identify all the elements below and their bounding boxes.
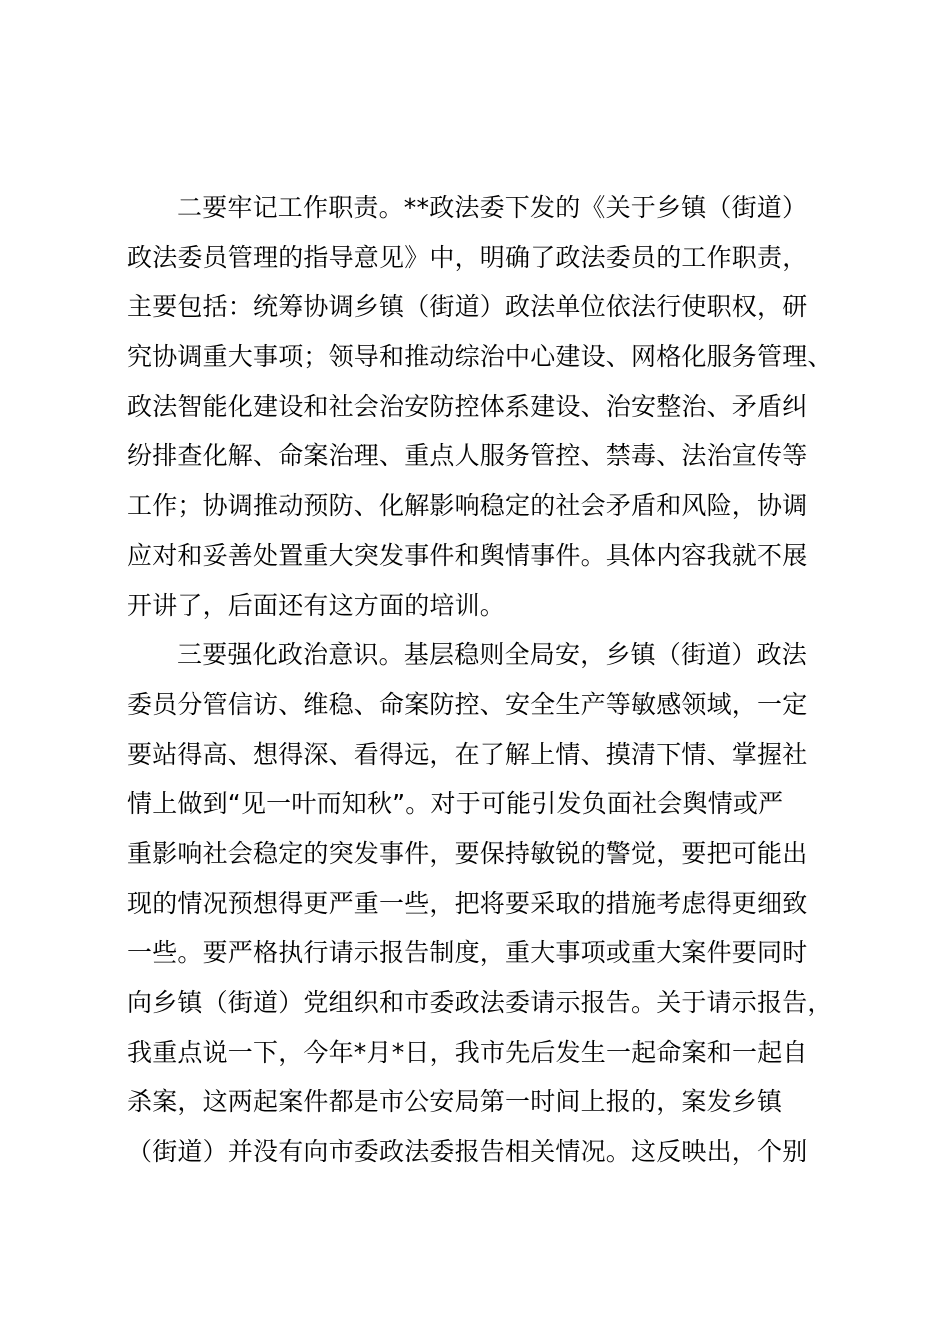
paragraph-2-line-8: 应对和妥善处置重大突发事件和舆情事件。具体内容我就不展 — [127, 540, 808, 570]
paragraph-2-line-5: 政法智能化建设和社会治安防控体系建设、治安整治、矛盾纠 — [127, 391, 808, 421]
paragraph-3-line-7: 一些。要严格执行请示报告制度，重大事项或重大案件要同时 — [127, 938, 808, 968]
paragraph-3-line-8: 向乡镇（街道）党组织和市委政法委请示报告。关于请示报告， — [127, 988, 833, 1017]
paragraph-2-line-3: 主要包括：统筹协调乡镇（街道）政法单位依法行使职权，研 — [127, 292, 808, 322]
paragraph-3-line-3: 要站得高、想得深、看得远，在了解上情、摸清下情、掌握社 — [127, 739, 808, 769]
paragraph-2-line-9: 开讲了，后面还有这方面的培训。 — [127, 590, 506, 620]
paragraph-3-line-10: 杀案，这两起案件都是市公安局第一时间上报的，案发乡镇 — [127, 1087, 783, 1117]
paragraph-3-line-1: 三要强化政治意识。基层稳则全局安，乡镇（街道）政法 — [177, 640, 808, 670]
document-body — [127, 183, 847, 1177]
paragraph-2-line-7: 工作；协调推动预防、化解影响稳定的社会矛盾和风险，协调 — [127, 491, 808, 521]
paragraph-3-line-5: 重影响社会稳定的突发事件，要保持敏锐的警觉，要把可能出 — [127, 838, 808, 868]
paragraph-3-line-2: 委员分管信访、维稳、命案防控、安全生产等敏感领域，一定 — [127, 689, 808, 719]
paragraph-3-line-11: （街道）并没有向市委政法委报告相关情况。这反映出，个别 — [127, 1137, 808, 1167]
paragraph-3-line-4: 情上做到“见一叶而知秋”。对于可能引发负面社会舆情或严 — [127, 789, 784, 819]
paragraph-2-line-4: 究协调重大事项；领导和推动综治中心建设、网格化服务管理、 — [127, 342, 833, 372]
paragraph-3-line-6: 现的情况预想得更严重一些，把将要采取的措施考虑得更细致 — [127, 888, 808, 918]
paragraph-2-line-1: 二要牢记工作职责。**政法委下发的《关于乡镇（街道） — [177, 193, 808, 222]
paragraph-2-line-6: 纷排查化解、命案治理、重点人服务管控、禁毒、法治宣传等 — [127, 441, 808, 471]
paragraph-2-line-2: 政法委员管理的指导意见》中，明确了政法委员的工作职责， — [127, 242, 808, 272]
paragraph-3-line-9: 我重点说一下，今年*月*日，我市先后发生一起命案和一起自 — [127, 1037, 808, 1067]
